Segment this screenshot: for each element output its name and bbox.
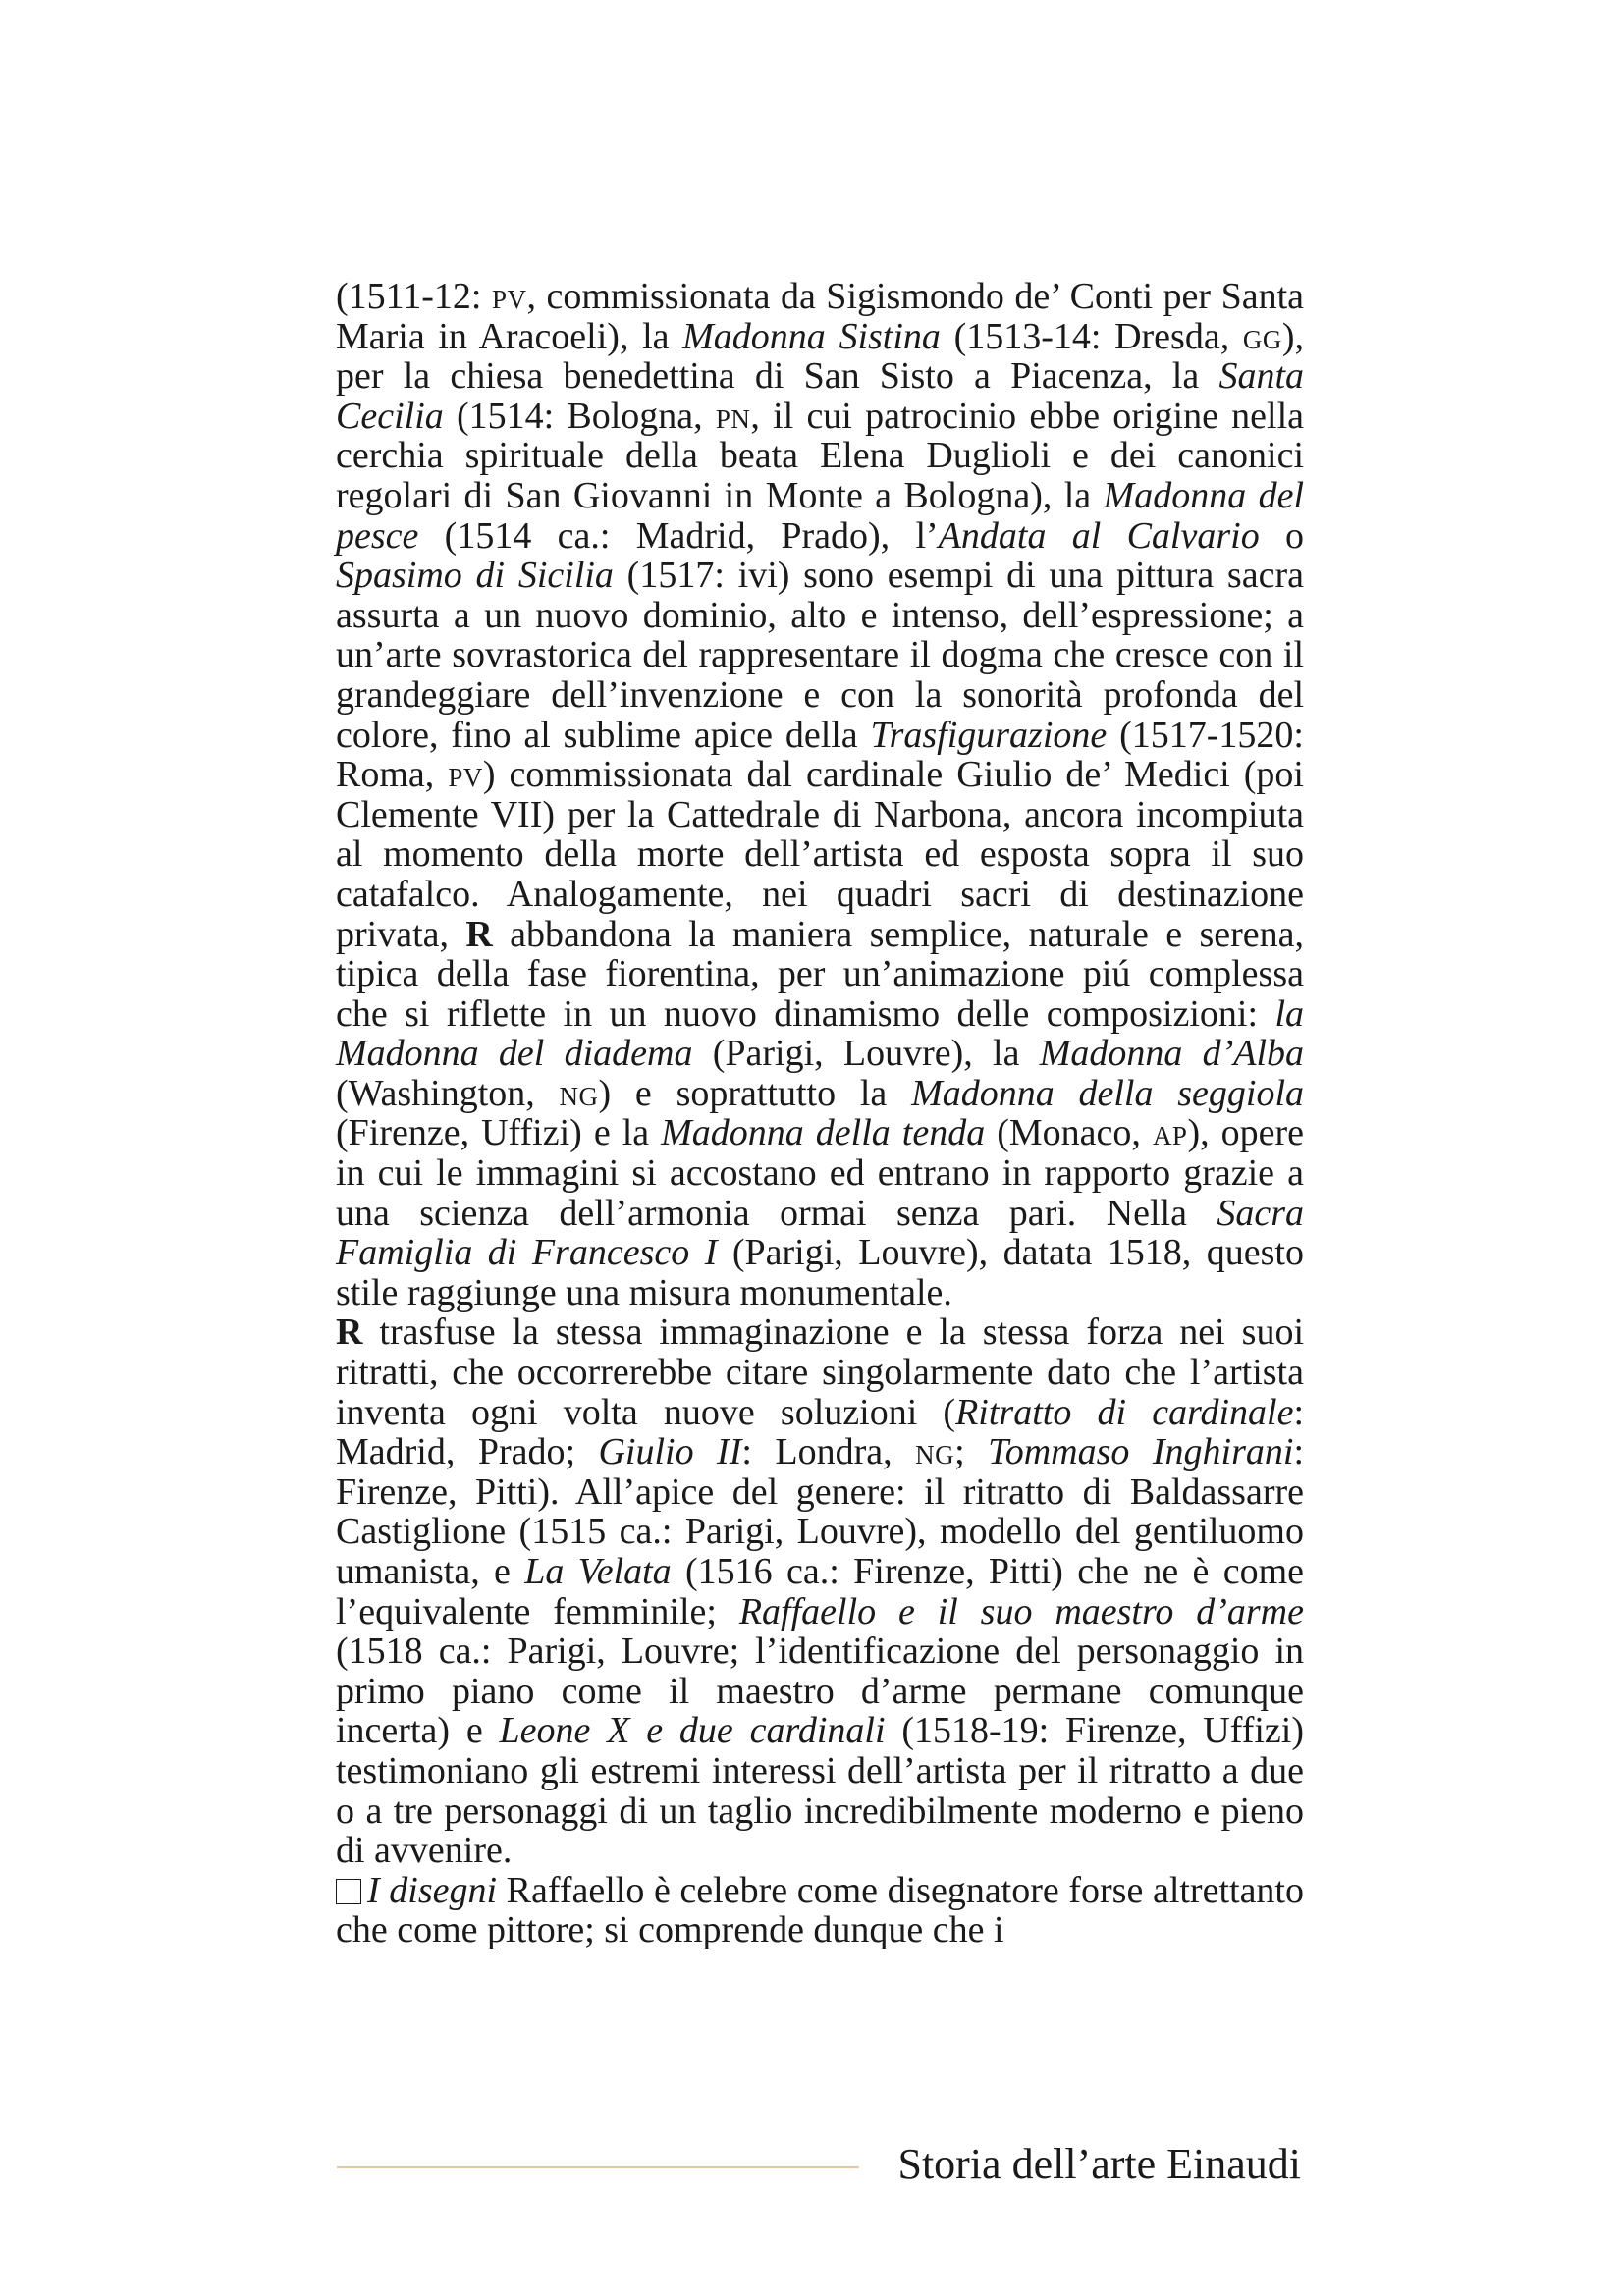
- abbreviation: ng: [915, 1431, 955, 1473]
- text-run: (Parigi, Louvre), datata 1518, questo stile raggiunge una misura monumentale.: [336, 1232, 1304, 1313]
- text-run: : Madrid, Prado;: [336, 1391, 1305, 1473]
- text-run: (Washington,: [336, 1072, 560, 1114]
- abbreviation: pv: [491, 276, 527, 317]
- italic-title: Raffaello e il suo maestro d’arme: [738, 1590, 1304, 1632]
- text-run: trasfuse la stessa immaginazione e la stessa forza nei suoi ritratti, che occorrerebbe citare singolarmente dato che l’artista inventa ogni volta nuove soluzioni (: [336, 1311, 1304, 1433]
- footer-title: Storia dell’arte Einaudi: [897, 2140, 1301, 2188]
- text-run: abbandona la maniera semplice, naturale e serena, tipica della fase fiorentina, per un’animazione piú complessa che si riflette in un nuovo dinamismo delle composizioni:: [336, 913, 1304, 1035]
- text-run: , commissionata da Sigismondo de’ Conti per Santa Maria in Aracoeli), la: [336, 276, 1304, 357]
- abbreviation: pv: [448, 754, 483, 796]
- author-initial: R: [336, 1311, 363, 1354]
- italic-title: Madonna del pesce: [336, 474, 1305, 557]
- text-run: (Firenze, Uffizi) e la: [336, 1112, 662, 1154]
- italic-title: Spasimo di Sicilia: [336, 555, 614, 597]
- text-run: (1511-12:: [336, 276, 492, 317]
- italic-title: Trasfigurazione: [870, 714, 1108, 756]
- main-text: [336, 277, 1304, 1950]
- text-run: ;: [954, 1431, 989, 1473]
- text-run: , il cui patrocinio ebbe origine nella cerchia spirituale della beata Elena Duglioli e dei canonici regolari di San Giovanni in Monte a Bologna), la: [336, 395, 1304, 516]
- italic-title: Sacra Famiglia di Francesco I: [336, 1192, 1304, 1274]
- paragraph-3: [336, 1871, 1304, 1950]
- italic-title: Madonna d’Alba: [1039, 1033, 1305, 1075]
- italic-title: Leone X e due cardinali: [499, 1710, 886, 1752]
- italic-title: la Madonna del diadema: [336, 992, 1304, 1075]
- italic-title: Giulio II: [598, 1431, 742, 1473]
- paragraph-1: [336, 277, 1304, 1312]
- text-run: (1514 ca.: Madrid, Prado), l’: [418, 514, 939, 557]
- italic-title: Madonna Sistina: [682, 315, 941, 357]
- paragraph-3-text: [336, 1870, 1304, 1951]
- abbreviation: pn: [715, 395, 751, 437]
- text-run: (1514: Bologna,: [443, 395, 716, 437]
- text-run: (Parigi, Louvre), la: [692, 1033, 1040, 1075]
- italic-title: Andata al Calvario: [938, 514, 1260, 557]
- italic-title: Madonna della tenda: [661, 1112, 986, 1154]
- text-run: (1513-14: Dresda,: [940, 315, 1243, 357]
- text-run: ) e soprattutto la: [598, 1072, 912, 1114]
- italic-title: I disegni: [367, 1869, 498, 1911]
- section-marker-box-icon: [336, 1879, 361, 1904]
- italic-title: La Velata: [524, 1551, 672, 1592]
- text-run: (1516 ca.: Firenze, Pitti) che ne è come l’equivalente femminile;: [336, 1551, 1304, 1632]
- abbreviation: ap: [1152, 1112, 1188, 1154]
- text-run: o: [1259, 514, 1304, 557]
- text-run: (Monaco,: [985, 1112, 1153, 1154]
- abbreviation: gg: [1242, 315, 1282, 357]
- text-run: : Firenze, Pitti). All’apice del genere: il ritratto di Baldassarre Castiglione (1515 ca.: Parigi, Louvre), modello del gentiluomo umanista, e: [336, 1431, 1304, 1592]
- author-initial: R: [465, 913, 493, 955]
- paragraph-2: [336, 1312, 1304, 1870]
- text-run: ) commissionata dal cardinale Giulio de’ Medici (poi Clemente VII) per la Cattedrale di Narbona, ancora incompiuta al momento della morte dell’artista ed esposta sopra il suo catafalco. Analogamente, nei quadri sacri di destinazione privata,: [336, 754, 1304, 955]
- text-run: Raffaello è celebre come disegnatore forse altrettanto che come pittore; si comprende dunque che i: [336, 1869, 1304, 1951]
- italic-title: Tommaso Inghirani: [988, 1431, 1294, 1473]
- text-run: (1517-1520: Roma,: [336, 714, 1304, 796]
- text-run: (1518 ca.: Parigi, Louvre; l’identificazione del personaggio in primo piano come il maestro d’arme permane comunque incerta) e: [336, 1630, 1304, 1752]
- text-run: (1517: ivi) sono esempi di una pittura sacra assurta a un nuovo dominio, alto e intenso, dell’espressione; a un’arte sovrastorica del rappresentare il dogma che cresce con il grandeggiare dell’invenzione e con la sonorità profonda del colore, fino al sublime apice della: [336, 555, 1304, 756]
- abbreviation: ng: [559, 1072, 599, 1114]
- text-run: ), per la chiesa benedettina di San Sisto a Piacenza, la: [336, 315, 1304, 398]
- text-run: : Londra,: [741, 1431, 916, 1473]
- italic-title: Santa Cecilia: [336, 355, 1304, 437]
- text-run: ), opere in cui le immagini si accostano ed entrano in rapporto grazie a una scienza dell’armonia ormai senza pari. Nella: [336, 1112, 1305, 1234]
- italic-title: Ritratto di cardinale: [955, 1391, 1294, 1433]
- footer-rule: [337, 2166, 859, 2168]
- italic-title: Madonna della seggiola: [911, 1072, 1304, 1114]
- text-run: (1518-19: Firenze, Uffizi) testimoniano gli estremi interessi dell’artista per il ritratto a due o a tre personaggi di un taglio incredibilmente moderno e pieno di avvenire.: [336, 1710, 1304, 1872]
